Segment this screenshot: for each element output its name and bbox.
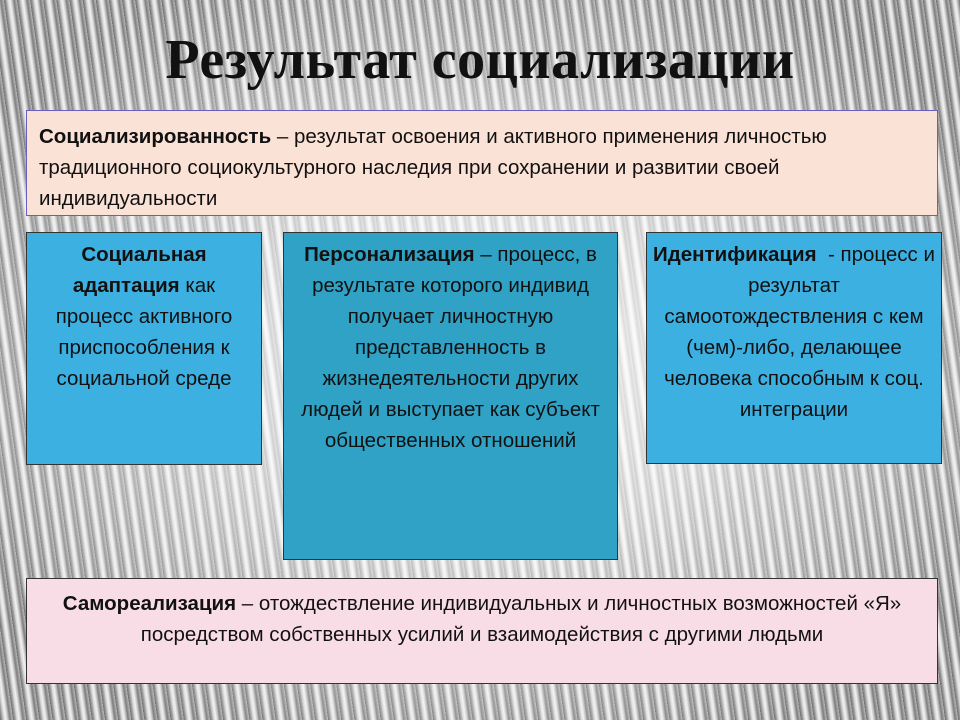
box-definition: – отождествление индивидуальных и личностных возможностей «Я» посредством собственных усилий и взаимодействия с другими людьми [140, 592, 902, 646]
socialization-result-box [26, 110, 938, 216]
box-term: Идентификация [653, 243, 817, 266]
box-term: Социальная адаптация [72, 243, 207, 297]
identification-box [646, 232, 942, 464]
box-definition: как процесс активного приспособления к социальной среде [55, 274, 233, 390]
page-title: Результат социализации [165, 29, 795, 91]
box-definition: – результат освоения и активного применения личностью традиционного социокультурного наследия при сохранении и развитии своей индивидуальности [39, 125, 827, 210]
box-definition: – процесс, в результате которого индивид получает личностную представленность в жизнедеятельности других людей и выступает как субъект общественных отношений [301, 243, 600, 452]
box-term: Самореализация [62, 592, 237, 615]
box-term: Персонализация [304, 243, 475, 266]
social-adaptation-box [26, 232, 262, 465]
self-realization-box [26, 578, 938, 684]
personalization-box [283, 232, 618, 560]
box-definition: - процесс и результат самоотождествления с кем (чем)-либо, делающее человека способным к соц. интеграции [664, 243, 941, 421]
box-term: Социализированность [39, 125, 272, 148]
